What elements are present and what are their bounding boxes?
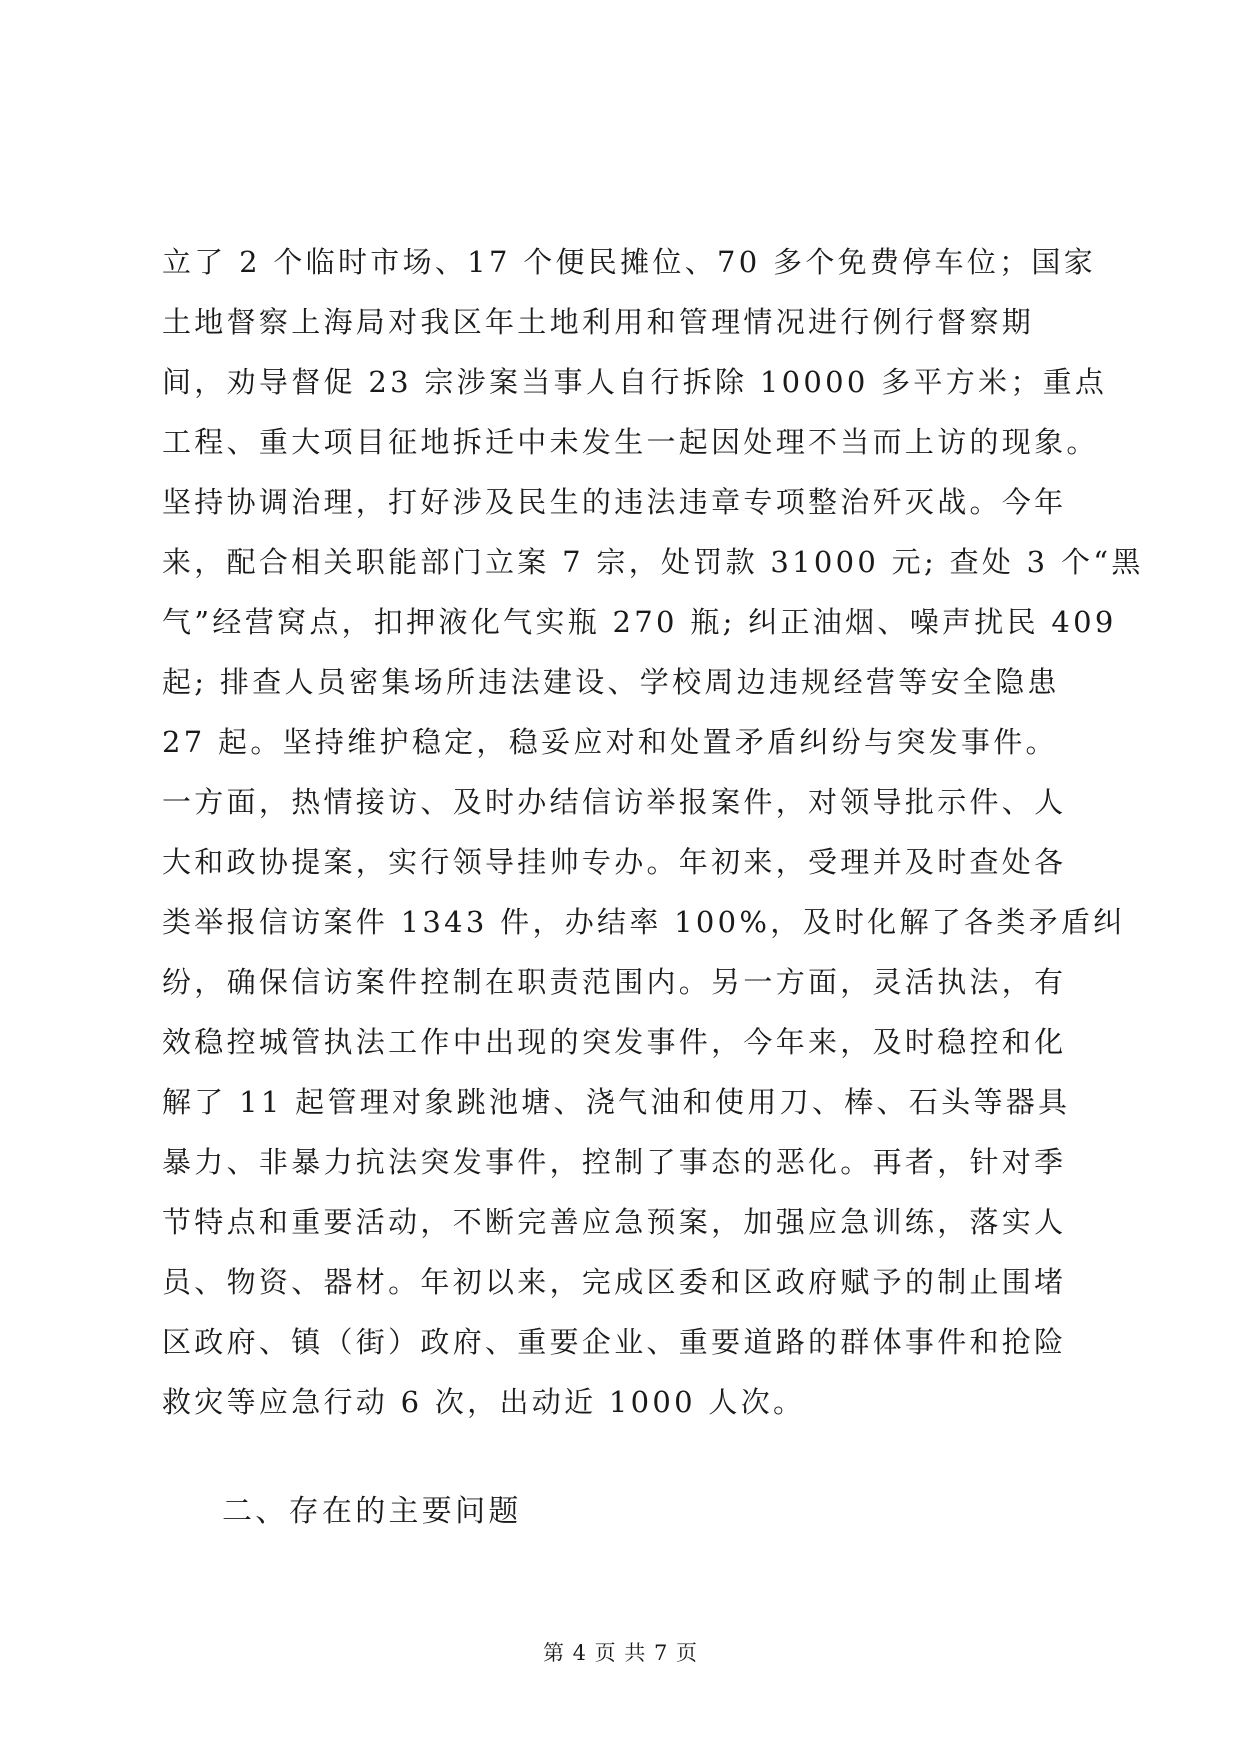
text-line: 一方面，热情接访、及时办结信访举报案件，对领导批示件、人: [162, 785, 1067, 819]
text-line: 纷，确保信访案件控制在职责范围内。另一方面，灵活执法，有: [162, 965, 1067, 999]
text-line: 27 起。坚持维护稳定，稳妥应对和处置矛盾纠纷与突发事件。: [162, 725, 1058, 759]
page-footer: 第 4 页 共 7 页: [542, 1641, 699, 1665]
text-line: 立了 2 个临时市场、17 个便民摊位、70 多个免费停车位；国家: [162, 245, 1097, 279]
text-line: 员、物资、器材。年初以来，完成区委和区政府赋予的制止围堵: [162, 1265, 1067, 1299]
text-line: 工程、重大项目征地拆迁中未发生一起因处理不当而上访的现象。: [162, 425, 1099, 459]
text-line: 暴力、非暴力抗法突发事件，控制了事态的恶化。再者，针对季: [162, 1145, 1067, 1179]
text-line: 解了 11 起管理对象跳池塘、浇气油和使用刀、棒、石头等器具: [162, 1085, 1071, 1119]
text-line: 节特点和重要活动，不断完善应急预案，加强应急训练，落实人: [162, 1205, 1067, 1239]
text-line: 效稳控城管执法工作中出现的突发事件，今年来，及时稳控和化: [162, 1025, 1067, 1059]
section-heading: 二、存在的主要问题: [222, 1494, 522, 1529]
text-line: 起; 排查人员密集场所违法建设、学校周边违规经营等安全隐患: [162, 665, 1060, 699]
text-line: 类举报信访案件 1343 件，办结率 100%，及时化解了各类矛盾纠: [162, 905, 1126, 939]
text-line: 来，配合相关职能部门立案 7 宗，处罚款 31000 元; 查处 3 个“黑: [162, 545, 1144, 579]
body-paragraph: [162, 232, 1144, 1432]
text-line: 土地督察上海局对我区年土地利用和管理情况进行例行督察期: [162, 305, 1035, 339]
text-line: 坚持协调治理，打好涉及民生的违法违章专项整治歼灭战。今年: [162, 485, 1067, 519]
text-line: 区政府、镇（街）政府、重要企业、重要道路的群体事件和抢险: [162, 1325, 1067, 1359]
text-line: 间，劝导督促 23 宗涉案当事人自行拆除 10000 多平方米；重点: [162, 365, 1108, 399]
text-line: 大和政协提案，实行领导挂帅专办。年初来，受理并及时查处各: [162, 845, 1067, 879]
text-line: 救灾等应急行动 6 次，出动近 1000 人次。: [162, 1385, 806, 1419]
text-line: 气”经营窝点，扣押液化气实瓶 270 瓶; 纠正油烟、噪声扰民 409: [162, 605, 1117, 639]
